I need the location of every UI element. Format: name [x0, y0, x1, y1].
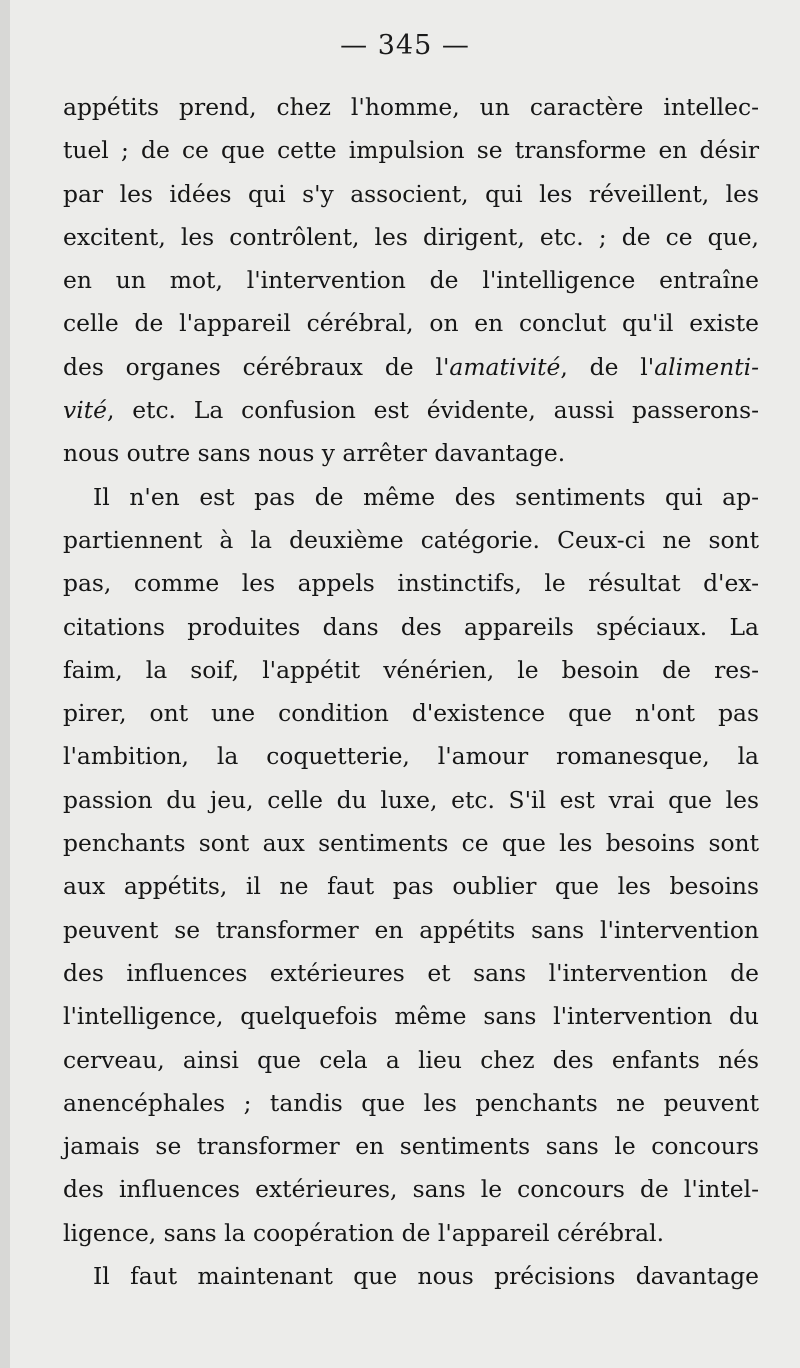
text-line: excitent, les contrôlent, les dirigent, etc. ; de ce que, [63, 222, 759, 251]
text-line: l'ambition, la coquetterie, l'amour romanesque, la [63, 742, 759, 771]
italic-term: amativité [449, 352, 561, 381]
text-line: par les idées qui s'y associent, qui les réveillent, les [63, 179, 759, 208]
text-line: en un mot, l'intervention de l'intelligence entraîne [63, 266, 759, 295]
text-line: aux appétits, il ne faut pas oublier que les besoins [63, 872, 759, 901]
page-number: — 345 — [340, 30, 470, 61]
text-line: des influences extérieures, sans le concours de l'intel- [63, 1175, 759, 1204]
text-line: anencéphales ; tandis que les penchants ne peuvent [63, 1088, 759, 1117]
text-segment: des organes cérébraux de l' [63, 352, 450, 381]
text-line: pas, comme les appels instinctifs, le résultat d'ex- [63, 569, 759, 598]
text-line: citations produites dans des appareils spéciaux. La [63, 612, 759, 641]
text-line: des influences extérieures et sans l'intervention de [63, 958, 759, 987]
text-line: passion du jeu, celle du luxe, etc. S'il est vrai que les [63, 785, 759, 814]
text-line: celle de l'appareil cérébral, on en conclut qu'il existe [63, 309, 759, 338]
text-line: penchants sont aux sentiments ce que les besoins sont [63, 829, 759, 858]
text-segment: , de l' [560, 352, 655, 381]
text-line: appétits prend, chez l'homme, un caractère intellec- [63, 93, 759, 121]
text-line: Il n'en est pas de même des sentiments qui ap- [93, 482, 759, 511]
text-line: pirer, ont une condition d'existence que n'ont pas [63, 699, 759, 728]
text-line: l'intelligence, quelquefois même sans l'intervention du [63, 1002, 759, 1031]
text-line [63, 389, 759, 432]
text-segment: , etc. La confusion est évidente, aussi passerons- [106, 396, 759, 425]
text-line: peuvent se transformer en appétits sans l'intervention [63, 915, 759, 944]
text-line: partiennent à la deuxième catégorie. Ceux-ci ne sont [63, 525, 759, 554]
text-line: ligence, sans la coopération de l'appareil cérébral. [63, 1218, 665, 1247]
text-line: faim, la soif, l'appétit vénérien, le besoin de res- [63, 655, 759, 684]
text-line [63, 346, 759, 389]
text-line: Il faut maintenant que nous précisions davantage [93, 1262, 759, 1291]
text-line: jamais se transformer en sentiments sans le concours [63, 1132, 759, 1161]
text-line: cerveau, ainsi que cela a lieu chez des enfants nés [63, 1045, 759, 1074]
italic-term: vité [63, 396, 107, 425]
body-text [63, 86, 759, 1298]
italic-term: alimenti- [654, 352, 759, 381]
text-line: tuel ; de ce que cette impulsion se transforme en désir [63, 136, 759, 165]
text-line: nous outre sans nous y arrêter davantage. [63, 439, 566, 468]
